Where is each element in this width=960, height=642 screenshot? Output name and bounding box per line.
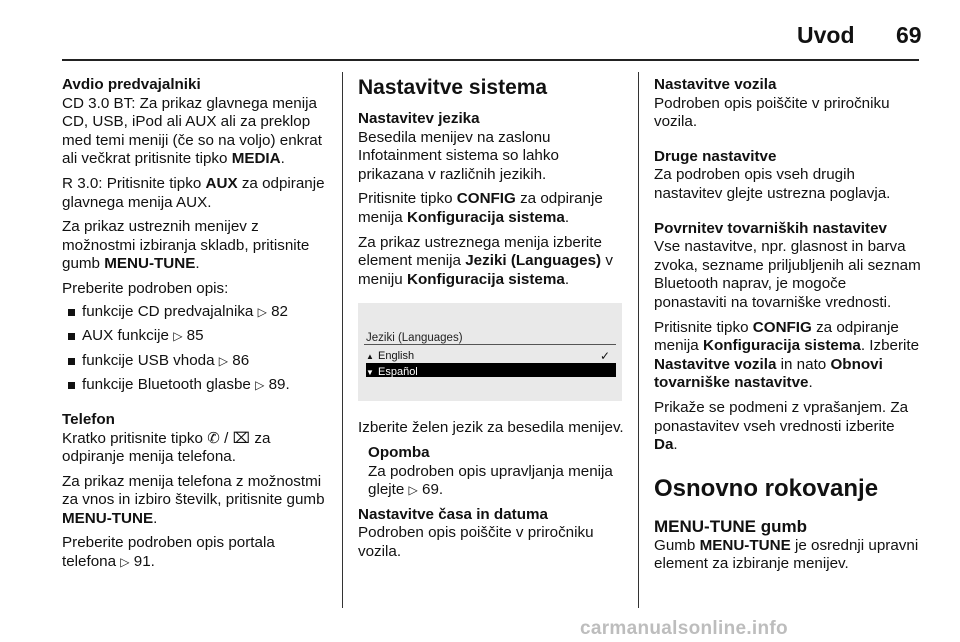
phone-icon: ✆ — [207, 429, 220, 447]
time-heading: Nastavitve časa in datuma — [358, 505, 548, 523]
chapter-title: Uvod — [797, 22, 855, 48]
phone-mute-icon: ⌧ — [232, 429, 251, 447]
page-ref-arrow-icon: ▷ — [173, 329, 183, 344]
page-header — [0, 0, 960, 60]
page-ref-arrow-icon: ▷ — [120, 555, 130, 570]
see-more: Preberite podroben opis: — [62, 279, 229, 297]
page-number: 69 — [896, 22, 922, 48]
arrow-down-icon: ▼ — [366, 368, 374, 378]
menu-tune-key: MENU-TUNE — [104, 255, 196, 273]
media-key: MEDIA — [231, 150, 281, 168]
r30-paragraph: R 3.0: Pritisnite tipko AUX za odpiranje glavnega menija AUX. — [62, 174, 325, 211]
phone-portal-paragraph: Preberite podroben opis portala telefona ▷ 91. — [62, 534, 275, 571]
page-ref-link[interactable]: 86 — [232, 351, 250, 369]
column-divider-1 — [342, 72, 343, 608]
screen-title: Jeziki (Languages) — [366, 332, 463, 345]
bullet-square-icon — [68, 333, 75, 340]
watermark: carmanualsonline.info — [580, 618, 788, 639]
lang-menu-item: Jeziki (Languages) — [465, 252, 602, 270]
bullet-square-icon — [68, 358, 75, 365]
phone-sub-paragraph: Za prikaz menija telefona z možnostmi za vnos in izbiro številk, pritisnite gumb MENU-TUNE. — [62, 472, 325, 527]
note-box — [358, 444, 626, 500]
bullet-item: AUX funkcije ▷ 85 — [62, 327, 330, 346]
note-heading: Opomba — [368, 443, 430, 461]
sublist-paragraph: Za prikaz ustreznih menijev z možnostmi izbiranja skladb, pritisnite gumb MENU-TUNE. — [62, 218, 310, 273]
page-ref-link[interactable]: 89. — [268, 376, 290, 394]
knob-paragraph: Gumb MENU-TUNE je osrednji upravni element za izbiranje menijev. — [654, 536, 919, 573]
cd30-paragraph: CD 3.0 BT: Za prikaz glavnega menija CD, USB, iPod ali AUX ali za preklop med temi meniji (če so na voljo) enkrat ali večkrat pritisnite tipko MEDIA. — [62, 94, 322, 168]
page-ref-link[interactable]: 91. — [133, 553, 155, 571]
aux-key: AUX — [205, 174, 238, 192]
other-paragraph: Za podroben opis vseh drugih nastavitev glejte ustrezna poglavja. — [654, 166, 891, 202]
language-screen-image — [358, 303, 622, 401]
bullet-square-icon — [68, 309, 75, 316]
config-menu: Konfiguracija sistema — [406, 208, 565, 226]
bullet-square-icon — [68, 382, 75, 389]
header-rule — [62, 59, 919, 61]
menu-tune-key: MENU-TUNE — [62, 509, 154, 527]
page-ref-arrow-icon: ▷ — [255, 378, 265, 393]
basic-heading: Osnovno rokovanje — [654, 474, 879, 502]
reset-heading: Povrnitev tovarniških nastavitev — [654, 219, 887, 237]
vehicle-paragraph: Podroben opis poiščite v priročniku vozila. — [654, 94, 890, 131]
language-option-espanol[interactable]: ▼ Español — [366, 363, 616, 377]
phone-paragraph: Kratko pritisnite tipko ✆ / ⌧ za odpiranje menija telefona. — [62, 429, 271, 466]
screen-divider — [364, 344, 616, 345]
confirm-paragraph: Prikaže se podmeni z vprašanjem. Za ponastavitev vseh vrednosti izberite Da. — [654, 398, 909, 454]
language-option-english[interactable]: ▲ English ✓ — [366, 347, 616, 362]
bullet-item: funkcije Bluetooth glasbe ▷ 89. — [62, 376, 330, 395]
column-1 — [62, 76, 330, 578]
bullet-item: funkcije CD predvajalnika ▷ 82 — [62, 303, 330, 322]
choose-paragraph: Izberite želen jezik za besedila menijev. — [358, 419, 624, 437]
section-heading: Nastavitve sistema — [358, 76, 548, 99]
checkmark-icon: ✓ — [599, 349, 610, 364]
audio-heading: Avdio predvajalniki — [62, 76, 201, 93]
column-2 — [358, 76, 626, 568]
lang-heading: Nastavitev jezika — [358, 110, 480, 127]
note-paragraph: Za podroben opis upravljanja menija glejte ▷ 69. — [368, 462, 613, 499]
page-ref-link[interactable]: 82 — [271, 302, 288, 320]
vehicle-heading: Nastavitve vozila — [654, 76, 777, 93]
knob-heading: MENU-TUNE gumb — [654, 516, 807, 536]
bullet-item: funkcije USB vhoda ▷ 86 — [62, 352, 330, 371]
config-paragraph: Pritisnite tipko CONFIG za odpiranje menija Konfiguracija sistema. — [358, 190, 603, 226]
reset-paragraph: Vse nastavitve, npr. glasnost in barva zvoka, sezname priljubljenih ali seznam Bluetooth naprav, je mogoče ponastaviti na tovarniške vrednosti. — [654, 238, 921, 311]
lang-menu-paragraph: Za prikaz ustreznega menija izberite element menija Jeziki (Languages) v meniju Konfiguracija sistema. — [358, 233, 613, 288]
phone-heading: Telefon — [62, 410, 115, 428]
column-3 — [654, 76, 922, 580]
other-heading: Druge nastavitve — [654, 147, 777, 165]
page-ref-arrow-icon: ▷ — [218, 353, 229, 368]
page-ref-arrow-icon: ▷ — [408, 483, 418, 498]
column-divider-2 — [638, 72, 639, 608]
page-ref-link[interactable]: 85 — [186, 327, 204, 345]
config-key: CONFIG — [456, 190, 516, 208]
time-paragraph: Podroben opis poiščite v priročniku vozila. — [358, 524, 594, 560]
page-ref-arrow-icon: ▷ — [257, 304, 267, 319]
arrow-up-icon: ▲ — [366, 352, 374, 362]
page-ref-link[interactable]: 69. — [422, 481, 444, 499]
reset-steps-paragraph: Pritisnite tipko CONFIG za odpiranje menija Konfiguracija sistema. Izberite Nastavitve vozila in nato Obnovi tovarniške nastavitve. — [654, 318, 920, 392]
lang-paragraph: Besedila menijev na zaslonu Infotainment sistema so lahko prikazana v različnih jezikih. — [358, 128, 559, 183]
